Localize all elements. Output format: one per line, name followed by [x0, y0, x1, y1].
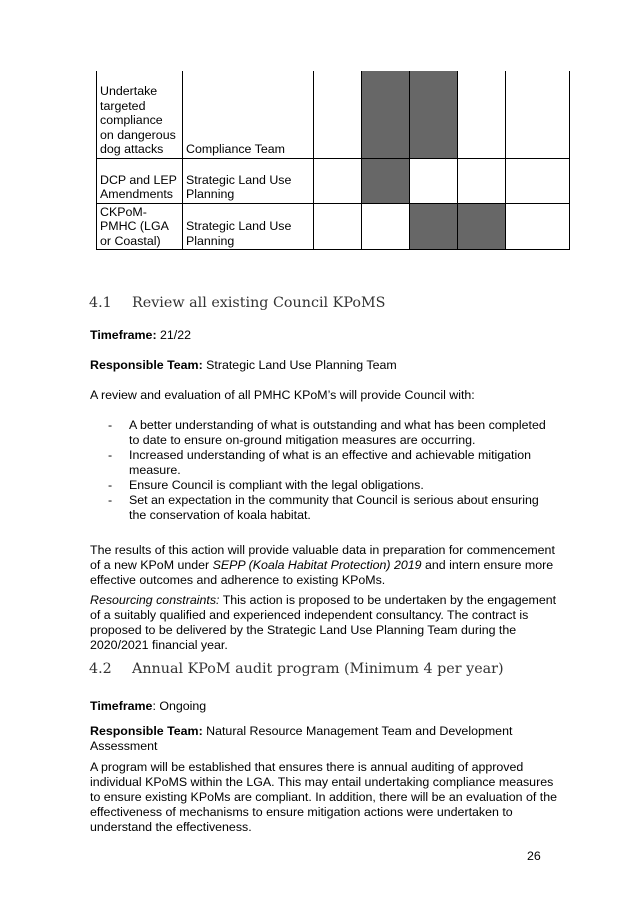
- resourcing-paragraph: [90, 593, 560, 653]
- list-item: - Increased understanding of what is an effective and achievable mitigation measure.: [107, 448, 557, 478]
- responsible-team-label: Responsible Team:: [90, 358, 203, 372]
- year-cell: [458, 71, 506, 158]
- timeframe-label: Timeframe: [90, 699, 153, 713]
- year-cell: [314, 158, 362, 203]
- section-number: 4.2: [89, 661, 112, 677]
- section-heading-4-1: [89, 295, 385, 311]
- year-cell-shaded: [362, 158, 410, 203]
- year-cell: [410, 158, 458, 203]
- responsible-team-label: Responsible Team:: [90, 724, 203, 738]
- team-cell: Compliance Team: [183, 71, 314, 158]
- intro-paragraph: A review and evaluation of all PMHC KPoM’s will provide Council with:: [90, 388, 475, 402]
- section-title: Review all existing Council KPoMS: [132, 295, 386, 311]
- results-paragraph: [90, 543, 560, 588]
- timeframe-line: [90, 328, 560, 343]
- list-item: - A better understanding of what is outstanding and what has been completed to date to ensure on-ground mitigation measures are occurring.: [107, 418, 557, 448]
- team-cell: Strategic Land Use Planning: [183, 203, 314, 250]
- action-cell: Undertake targeted compliance on dangerous dog attacks: [97, 71, 183, 158]
- benefits-list: [107, 418, 557, 523]
- year-cell: [362, 203, 410, 250]
- section-number: 4.1: [89, 295, 112, 311]
- audit-program-paragraph: A program will be established that ensures there is annual auditing of approved individual KPoMS within the LGA. This may entail undertaking compliance measures to ensure existing KPoMs are compliant. In addition, there will be an evaluation of the effectiveness of mechanisms to ensure mitigation actions were undertaken to understand the effectiveness.: [90, 760, 557, 834]
- timeframe-value: 21/22: [156, 328, 192, 342]
- list-item: - Set an expectation in the community that Council is serious about ensuring the conservation of koala habitat.: [107, 493, 557, 523]
- responsible-team-value: Strategic Land Use Planning Team: [202, 358, 397, 372]
- resourcing-text: This action is proposed to be undertaken by the engagement of a suitably qualified and experienced independent consultancy. The contract is proposed to be delivered by the Strategic Land Use Planning Team during the 2020/2021 financial year.: [90, 593, 557, 652]
- page-number: 26: [527, 849, 541, 863]
- year-cell-shaded: [410, 71, 458, 158]
- table-row: [97, 158, 570, 203]
- responsible-team-value: Natural Resource Management Team and Development Assessment: [90, 724, 513, 753]
- year-cell: [506, 158, 570, 203]
- team-cell: Strategic Land Use Planning: [183, 158, 314, 203]
- section-heading-4-2: [89, 661, 504, 677]
- section-title: Annual KPoM audit program (Minimum 4 per year): [132, 661, 504, 677]
- table-row: [97, 71, 570, 158]
- year-cell: [314, 71, 362, 158]
- responsible-team-line: [90, 724, 560, 754]
- timeframe-line: [90, 699, 560, 714]
- year-cell: [506, 71, 570, 158]
- responsible-team-line: [90, 358, 560, 373]
- list-item: - Ensure Council is compliant with the legal obligations.: [107, 478, 557, 493]
- table-row: [97, 203, 570, 250]
- year-cell-shaded: [458, 203, 506, 250]
- sepp-reference: SEPP (Koala Habitat Protection) 2019: [212, 558, 422, 572]
- year-cell: [506, 203, 570, 250]
- timeframe-label: Timeframe:: [90, 328, 157, 342]
- resourcing-label: Resourcing constraints:: [90, 593, 220, 607]
- year-cell: [458, 158, 506, 203]
- year-cell-shaded: [410, 203, 458, 250]
- action-cell: CKPoM-PMHC (LGA or Coastal): [97, 203, 183, 250]
- action-cell: DCP and LEP Amendments: [97, 158, 183, 203]
- timeframe-value: : Ongoing: [152, 699, 207, 713]
- results-text: The results of this action will provide valuable data in preparation for commencement of a new KPoM under: [90, 543, 555, 572]
- results-text-end: and intern ensure more effective outcomes and adherence to existing KPoMs.: [90, 558, 554, 587]
- year-cell: [314, 203, 362, 250]
- year-cell-shaded: [362, 71, 410, 158]
- action-plan-table: [96, 71, 570, 250]
